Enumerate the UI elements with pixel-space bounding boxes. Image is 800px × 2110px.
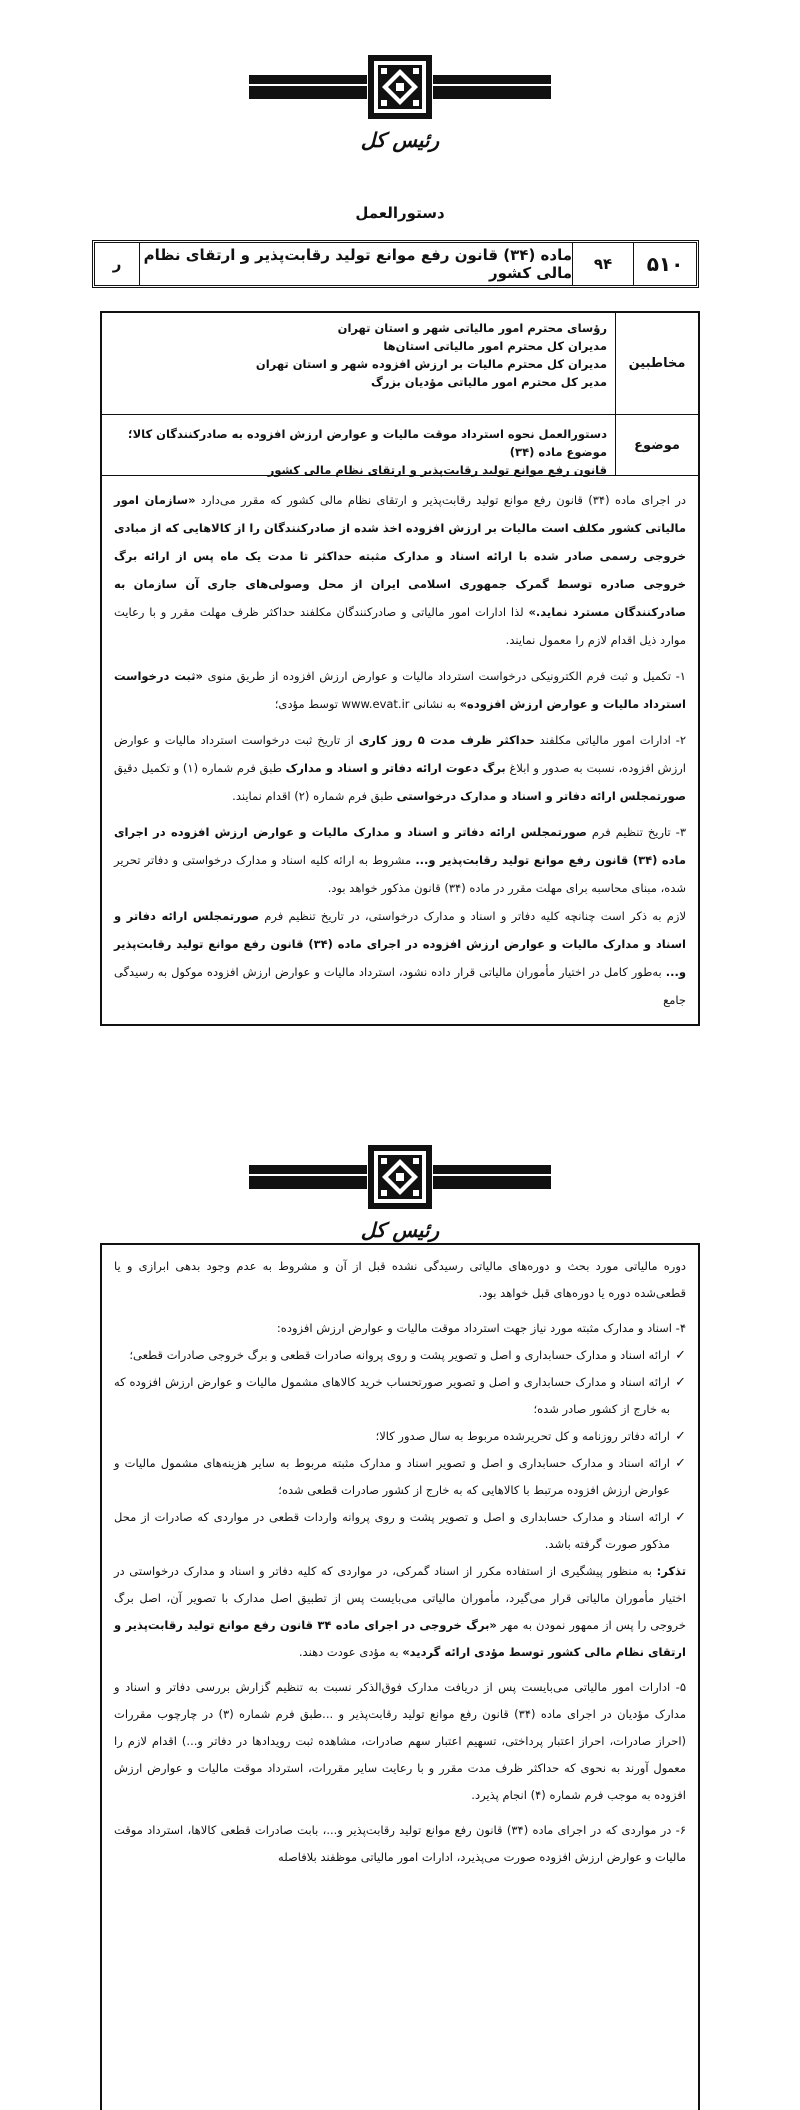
item-bold: حداکثر ظرف مدت ۵ روز کاری xyxy=(358,733,535,747)
item-bold: «ثبت درخواست استرداد مالیات و عوارض ارزش افزوده» xyxy=(114,669,686,711)
item-text: از تاریخ ثبت درخواست استرداد مالیات و عوارض ارزش افزوده، نسبت به صدور و ابلاغ xyxy=(114,733,686,775)
reference-number: ۵۱۰ xyxy=(633,243,696,285)
item-3 xyxy=(114,818,686,902)
item-text: ۲- ادارات امور مالیاتی مکلفند xyxy=(539,733,687,747)
main-content-box xyxy=(100,311,700,1026)
item-text: توسط مؤدی؛ xyxy=(274,697,339,711)
requirement-item: ✓ ارائه اسناد و مدارک حسابداری و اصل و تصویر پشت و روی پروانه واردات قطعی در مواردی که صادرات از محل مذکور صورت گرفته باشد. xyxy=(114,1504,686,1558)
recipients-label: مخاطبین xyxy=(615,313,698,414)
reference-year: ۹۴ xyxy=(572,243,633,285)
continuation-box xyxy=(100,1243,700,2110)
seal-icon xyxy=(365,1142,435,1212)
item-text: طبق فرم شماره (۲) اقدام نمایند. xyxy=(232,789,393,803)
item-6: ۶- در مواردی که در اجرای ماده (۳۴) قانون رفع موانع تولید رقابت‌پذیر و...، بابت صادرات قطعی کالاها، استرداد موقت مالیات و عوارض ارزش افزوده صورت می‌پذیرد، ادارات امور مالیاتی موظفند بلافاصله xyxy=(114,1823,687,1864)
requirement-item: ✓ ارائه دفاتر روزنامه و کل تحریرشده مربوط به سال صدور کالا؛ xyxy=(114,1423,686,1450)
requirement-item: ✓ ارائه اسناد و مدارک حسابداری و اصل و تصویر اسناد و مدارک مثبته مربوط به سایر هزینه‌های مشمول مالیات و عوارض ارزش افزوده مرتبط با کالاهایی که به خارج از کشور صادرات قطعی شده؛ xyxy=(114,1450,686,1504)
requirement-item: ✓ ارائه اسناد و مدارک حسابداری و اصل و تصویر صورتحساب خرید کالاهای مشمول مالیات و عوارض ارزش افزوده که به خارج از کشور صادر شده؛ xyxy=(114,1369,686,1423)
intro-quote: «سازمان امور مالیاتی کشور مکلف است مالیات بر ارزش افزوده اخذ شده از صادرکنندگان را از کالاهایی که از مبادی خروجی رسمی صادر شده با ارائه اسناد و مدارک مثبته حداکثر تا مدت یک ماه پس از ارائه برگ خروجی صادره توسط گمرک جمهوری اسلامی ایران از محل وصولی‌های جاری آن سازمان به صادرکنندگان مسترد نماید.» xyxy=(114,493,687,619)
reference-subject: ماده (۳۴) قانون رفع موانع تولید رقابت‌پذیر و ارتقای نظام مالی کشور xyxy=(139,243,572,285)
item-5: ۵- ادارات امور مالیاتی می‌بایست پس از دریافت مدارک فوق‌الذکر نسبت به تنظیم گزارش بررسی دفاتر و اسناد و مدارک مؤدیان در اجرای ماده (۳۴) قانون رفع موانع تولید رقابت‌پذیر و ...طبق فرم شماره (۳) در چارچوب مقررات (احراز صادرات، احراز اعتبار پرداختی، تسهیم اعتبار سهم صادرات، مشاهده ثبت رویدادها در دفاتر و...) اقدام لازم را معمول آورند به نحوی که حداکثر ظرف مدت مقرر و با رعایت سایر مقررات، استرداد موقت مالیات و عوارض ارزش افزوده به موجب فرم شماره (۴) انجام پذیرد. xyxy=(114,1680,686,1802)
emblem-band-left xyxy=(249,1165,367,1189)
note-text: به‌طور کامل در اختیار مأموران مالیاتی قرار داده نشود، استرداد مالیات و عوارض ارزش افزوده موکول به رسیدگی جامع xyxy=(114,965,686,1007)
recipient-line: مدیران کل محترم امور مالیاتی استان‌ها xyxy=(383,339,607,353)
signature: رئیس کل xyxy=(360,128,440,152)
intro-text: در اجرای ماده (۳۴) قانون رفع موانع تولید رقابت‌پذیر و ارتقای نظام مالی کشور که مقرر می‌دارد xyxy=(200,493,687,507)
item-text: به نشانی xyxy=(413,697,456,711)
intro-text: لذا ادارات امور مالیاتی و صادرکنندگان مکلفند حداکثر ظرف مهلت مقرر و با رعایت موارد ذیل اقدام لازم را معمول نمایند. xyxy=(114,605,686,647)
item-2 xyxy=(114,726,686,810)
item-bold: صورتمجلس ارائه دفاتر و اسناد و مدارک درخواستی xyxy=(396,789,686,803)
continuation-text: دوره مالیاتی مورد بحث و دوره‌های مالیاتی رسیدگی نشده قبل از آن و مشروط به عدم وجود بدهی ابرازی و یا قطعی‌شده دوره یا دوره‌های قبل خواهد بود. xyxy=(114,1259,686,1300)
item-text: مشروط به ارائه کلیه اسناد و مدارک درخواستی و دفاتر تحریر شده، مبنای محاسبه برای مهلت مقرر در ماده (۳۴) قانون مذکور خواهد بود. xyxy=(114,853,686,895)
subject-line: قانون رفع موانع تولید رقابت‌پذیر و ارتقای نظام مالی کشور xyxy=(267,463,607,477)
reference-tag: ر xyxy=(112,255,122,273)
intro-paragraph xyxy=(114,486,686,654)
recipients-list xyxy=(102,313,615,414)
item-1 xyxy=(114,662,686,718)
requirement-item: ✓ ارائه اسناد و مدارک حسابداری و اصل و تصویر پشت و روی پروانه صادرات قطعی و برگ خروجی صادرات قطعی؛ xyxy=(114,1342,686,1369)
subject-line: دستورالعمل نحوه استرداد موقت مالیات و عوارض ارزش افزوده به صادرکنندگان کالا؛ موضوع ماده (۳۴) xyxy=(127,427,607,459)
recipient-line: مدیران کل محترم مالیات بر ارزش افزوده شهر و استان تهران xyxy=(255,357,607,371)
seal-icon xyxy=(365,52,435,122)
reference-box xyxy=(92,240,699,288)
item-text: طبق فرم شماره (۱) و تکمیل دقیق xyxy=(114,761,282,775)
note-paragraph xyxy=(114,902,686,1014)
item-bold: برگ دعوت ارائه دفاتر و اسناد و مدارک xyxy=(285,761,506,775)
emblem-band-left xyxy=(249,75,367,99)
recipient-line: مدیر کل محترم امور مالیاتی مؤدیان بزرگ xyxy=(370,375,607,389)
document-body xyxy=(102,476,698,1014)
note-text: لازم به ذکر است چنانچه کلیه دفاتر و اسناد و مدارک درخواستی، در تاریخ تنظیم فرم xyxy=(264,909,687,923)
page-1 xyxy=(0,0,800,1040)
tip-text: به منظور پیشگیری از استفاده مکرر از اسناد گمرکی، در مواردی که کلیه دفاتر و اسناد و مدارک درخواستی در اختیار مأموران مالیاتی قرار می‌گیرد، مأموران مالیاتی می‌بایست پس از تطبیق اصل مدارک با تصویر آن، اصل برگ خروجی را پس از ممهور نمودن به مهر xyxy=(114,1564,686,1632)
tip-label: تذکر: xyxy=(656,1564,687,1578)
organization-emblem xyxy=(249,1142,551,1212)
subject-label: موضوع xyxy=(615,415,698,475)
emblem-band-right xyxy=(433,1165,551,1189)
note-bold: صورتمجلس ارائه دفاتر و اسناد و مدارک مالیات و عوارض ارزش افزوده در اجرای ماده (۳۴) قانون رفع موانع تولید رقابت‌پذیر و... xyxy=(114,909,687,979)
tip-stamp-text: «برگ خروجی در اجرای ماده ۳۴ قانون رفع موانع تولید رقابت‌پذیر و ارتقای نظام مالی کشور توسط مؤدی ارائه گردید» xyxy=(114,1618,686,1659)
subject-text xyxy=(102,415,615,475)
signature: رئیس کل xyxy=(360,1218,440,1242)
organization-emblem xyxy=(249,52,551,122)
tip-paragraph xyxy=(114,1558,686,1666)
subject-row xyxy=(102,415,698,476)
item-text: ۳- تاریخ تنظیم فرم xyxy=(591,825,687,839)
item-4-heading: ۴- اسناد و مدارک مثبته مورد نیاز جهت استرداد موقت مالیات و عوارض ارزش افزوده: xyxy=(276,1321,686,1335)
tip-text: به مؤدی عودت دهند. xyxy=(298,1645,399,1659)
item-bold: صورتمجلس ارائه دفاتر و اسناد و مدارک مالیات و عوارض ارزش افزوده در اجرای ماده (۳۴) قانون رفع موانع تولید رقابت‌پذیر و... xyxy=(114,825,686,867)
recipients-row xyxy=(102,313,698,415)
evat-link[interactable]: www.evat.ir xyxy=(341,697,410,711)
document-title: دستورالعمل xyxy=(355,204,445,222)
recipient-line: رؤسای محترم امور مالیاتی شهر و استان تهران xyxy=(337,321,607,335)
emblem-band-right xyxy=(433,75,551,99)
item-text: ۱- تکمیل و ثبت فرم الکترونیکی درخواست استرداد مالیات و عوارض ارزش افزوده از طریق منوی xyxy=(207,669,686,683)
